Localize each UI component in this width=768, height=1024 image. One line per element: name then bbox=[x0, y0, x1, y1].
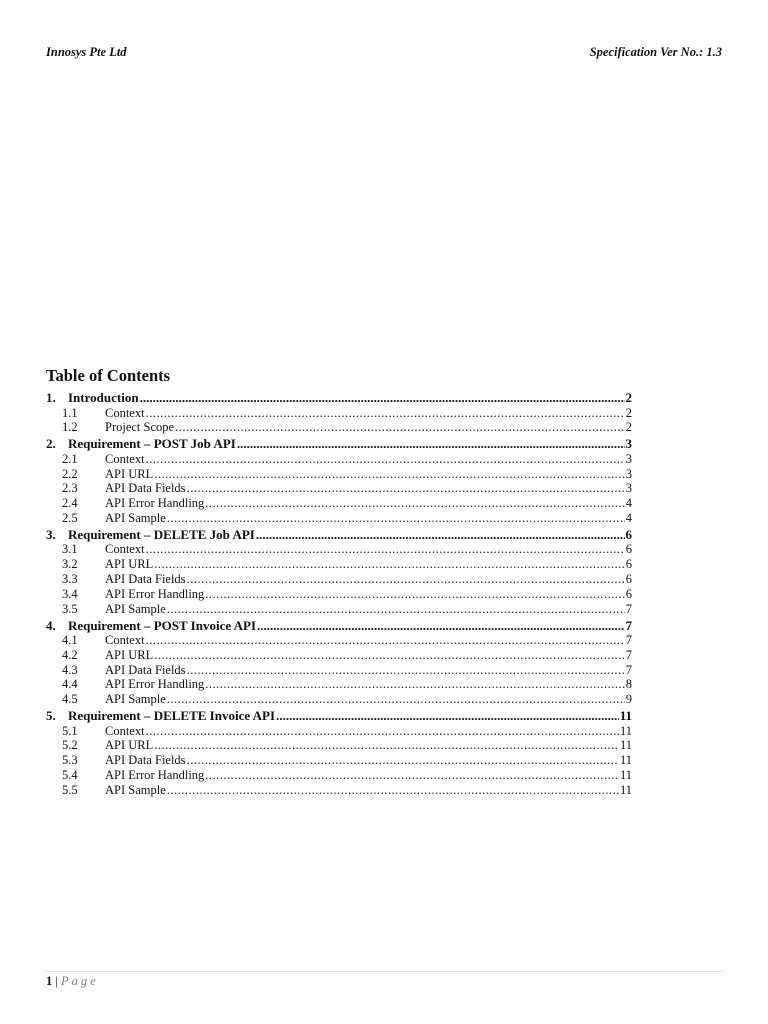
toc-entry-page: 2 bbox=[625, 420, 632, 435]
toc-entry-title: API Sample bbox=[105, 510, 166, 525]
toc-dot-leader bbox=[187, 663, 625, 678]
toc-dot-leader bbox=[187, 572, 625, 587]
toc-entry-number: 1.2 bbox=[62, 420, 78, 435]
toc-dot-leader bbox=[175, 420, 625, 435]
toc-entry-number: 3.3 bbox=[62, 571, 78, 586]
toc-subsection-row[interactable] bbox=[46, 602, 632, 617]
toc-entry-page: 7 bbox=[625, 632, 632, 647]
toc-entry-number: 2. bbox=[46, 436, 56, 452]
toc-entry-page: 6 bbox=[625, 542, 632, 557]
toc-entry-page: 7 bbox=[625, 601, 632, 616]
toc-entry-page: 4 bbox=[625, 496, 632, 511]
toc-subsection-row[interactable] bbox=[46, 753, 632, 768]
toc-subsection-row[interactable] bbox=[46, 572, 632, 587]
toc-subsection-row[interactable] bbox=[46, 481, 632, 496]
toc-dot-leader bbox=[205, 768, 619, 783]
toc-entry-title: Requirement – POST Job API bbox=[68, 436, 236, 452]
toc-entry-page: 6 bbox=[625, 527, 632, 543]
toc-entry-title: API URL bbox=[105, 557, 154, 572]
toc-entry-number: 2.3 bbox=[62, 481, 78, 496]
toc-entry-number: 3.5 bbox=[62, 601, 78, 616]
toc-dot-leader bbox=[276, 708, 619, 723]
toc-dot-leader bbox=[154, 648, 624, 663]
footer-page-word: Page bbox=[61, 974, 99, 988]
toc-subsection-row[interactable] bbox=[46, 511, 632, 526]
toc-dot-leader bbox=[187, 753, 619, 768]
toc-entry-number: 2.5 bbox=[62, 510, 78, 525]
toc-dot-leader bbox=[237, 436, 625, 451]
toc-dot-leader bbox=[205, 496, 624, 511]
table-of-contents bbox=[46, 389, 632, 798]
toc-entry-title: Context bbox=[105, 542, 145, 557]
toc-section-row[interactable] bbox=[46, 527, 632, 542]
toc-entry-page: 7 bbox=[625, 617, 632, 633]
toc-entry-page: 6 bbox=[625, 557, 632, 572]
toc-subsection-row[interactable] bbox=[46, 406, 632, 421]
toc-entry-title: Context bbox=[105, 451, 145, 466]
toc-entry-page: 9 bbox=[625, 692, 632, 707]
toc-entry-page: 3 bbox=[625, 436, 632, 452]
toc-section-row[interactable] bbox=[46, 390, 632, 405]
toc-entry-title: Context bbox=[105, 723, 145, 738]
toc-entry-page: 3 bbox=[625, 466, 632, 481]
toc-subsection-row[interactable] bbox=[46, 496, 632, 511]
toc-subsection-row[interactable] bbox=[46, 768, 632, 783]
toc-entry-title: Context bbox=[105, 632, 145, 647]
toc-subsection-row[interactable] bbox=[46, 587, 632, 602]
toc-entry-title: API Error Handling bbox=[105, 767, 205, 782]
toc-entry-title: Introduction bbox=[68, 390, 139, 406]
toc-entry-page: 4 bbox=[625, 510, 632, 525]
toc-section-row[interactable] bbox=[46, 708, 632, 723]
toc-entry-title: Project Scope bbox=[105, 420, 175, 435]
toc-entry-page: 11 bbox=[619, 708, 632, 724]
toc-entry-number: 5. bbox=[46, 708, 56, 724]
toc-subsection-row[interactable] bbox=[46, 677, 632, 692]
toc-dot-leader bbox=[205, 677, 624, 692]
toc-dot-leader bbox=[140, 390, 625, 405]
toc-entry-number: 3.1 bbox=[62, 542, 78, 557]
toc-subsection-row[interactable] bbox=[46, 467, 632, 482]
toc-entry-page: 11 bbox=[619, 753, 632, 768]
toc-entry-title: API Data Fields bbox=[105, 571, 186, 586]
toc-dot-leader bbox=[146, 724, 619, 739]
toc-entry-page: 11 bbox=[619, 782, 632, 797]
toc-entry-number: 1.1 bbox=[62, 405, 78, 420]
toc-entry-number: 4. bbox=[46, 617, 56, 633]
toc-entry-number: 3.2 bbox=[62, 557, 78, 572]
toc-entry-title: API Sample bbox=[105, 692, 166, 707]
toc-entry-number: 2.2 bbox=[62, 466, 78, 481]
toc-dot-leader bbox=[154, 467, 624, 482]
toc-entry-number: 4.1 bbox=[62, 632, 78, 647]
toc-entry-title: API URL bbox=[105, 738, 154, 753]
toc-dot-leader bbox=[146, 406, 625, 421]
toc-entry-number: 4.4 bbox=[62, 677, 78, 692]
toc-entry-number: 4.2 bbox=[62, 647, 78, 662]
toc-subsection-row[interactable] bbox=[46, 420, 632, 435]
toc-entry-page: 3 bbox=[625, 451, 632, 466]
toc-entry-number: 3. bbox=[46, 527, 56, 543]
toc-entry-title: API Data Fields bbox=[105, 481, 186, 496]
toc-dot-leader bbox=[154, 738, 619, 753]
toc-title: Table of Contents bbox=[46, 366, 171, 385]
toc-dot-leader bbox=[146, 542, 625, 557]
toc-dot-leader bbox=[146, 452, 625, 467]
toc-subsection-row[interactable] bbox=[46, 692, 632, 707]
toc-entry-title: API Error Handling bbox=[105, 496, 205, 511]
toc-dot-leader bbox=[167, 511, 625, 526]
toc-entry-number: 4.3 bbox=[62, 662, 78, 677]
toc-dot-leader bbox=[167, 692, 625, 707]
toc-entry-title: API Error Handling bbox=[105, 677, 205, 692]
toc-subsection-row[interactable] bbox=[46, 557, 632, 572]
toc-entry-page: 3 bbox=[625, 481, 632, 496]
toc-subsection-row[interactable] bbox=[46, 542, 632, 557]
toc-entry-number: 5.3 bbox=[62, 753, 78, 768]
toc-entry-title: Context bbox=[105, 405, 145, 420]
toc-entry-page: 11 bbox=[619, 738, 632, 753]
toc-dot-leader bbox=[205, 587, 624, 602]
toc-entry-page: 6 bbox=[625, 571, 632, 586]
toc-entry-title: API Data Fields bbox=[105, 753, 186, 768]
toc-entry-page: 11 bbox=[619, 767, 632, 782]
footer-separator: | bbox=[55, 974, 58, 988]
toc-entry-page: 7 bbox=[625, 662, 632, 677]
toc-entry-number: 5.2 bbox=[62, 738, 78, 753]
toc-subsection-row[interactable] bbox=[46, 452, 632, 467]
toc-entry-number: 5.4 bbox=[62, 767, 78, 782]
toc-entry-title: API URL bbox=[105, 647, 154, 662]
toc-dot-leader bbox=[167, 783, 619, 798]
toc-subsection-row[interactable] bbox=[46, 738, 632, 753]
toc-entry-title: Requirement – DELETE Job API bbox=[68, 527, 255, 543]
footer-divider bbox=[44, 971, 724, 972]
toc-entry-title: API Sample bbox=[105, 782, 166, 797]
toc-dot-leader bbox=[187, 481, 625, 496]
toc-entry-number: 3.4 bbox=[62, 586, 78, 601]
toc-subsection-row[interactable] bbox=[46, 648, 632, 663]
toc-entry-page: 6 bbox=[625, 586, 632, 601]
header-spec-version: Specification Ver No.: 1.3 bbox=[589, 45, 722, 59]
toc-section-row[interactable] bbox=[46, 618, 632, 633]
toc-subsection-row[interactable] bbox=[46, 633, 632, 648]
toc-entry-title: Requirement – DELETE Invoice API bbox=[68, 708, 276, 724]
toc-subsection-row[interactable] bbox=[46, 783, 632, 798]
toc-entry-title: API URL bbox=[105, 466, 154, 481]
toc-dot-leader bbox=[257, 618, 624, 633]
toc-section-row[interactable] bbox=[46, 436, 632, 451]
toc-subsection-row[interactable] bbox=[46, 724, 632, 739]
toc-dot-leader bbox=[146, 633, 625, 648]
toc-entry-number: 5.1 bbox=[62, 723, 78, 738]
toc-entry-number: 4.5 bbox=[62, 692, 78, 707]
toc-entry-title: API Sample bbox=[105, 601, 166, 616]
toc-entry-page: 7 bbox=[625, 647, 632, 662]
toc-dot-leader bbox=[167, 602, 625, 617]
toc-entry-page: 2 bbox=[625, 390, 632, 406]
toc-entry-title: API Error Handling bbox=[105, 586, 205, 601]
toc-entry-number: 2.1 bbox=[62, 451, 78, 466]
toc-entry-page: 11 bbox=[619, 723, 632, 738]
toc-entry-title: Requirement – POST Invoice API bbox=[68, 617, 257, 633]
toc-entry-page: 8 bbox=[625, 677, 632, 692]
toc-entry-number: 2.4 bbox=[62, 496, 78, 511]
toc-entry-title: API Data Fields bbox=[105, 662, 186, 677]
toc-entry-page: 2 bbox=[625, 405, 632, 420]
toc-entry-number: 5.5 bbox=[62, 782, 78, 797]
footer-page-number: 1 bbox=[46, 974, 53, 988]
toc-subsection-row[interactable] bbox=[46, 663, 632, 678]
toc-entry-number: 1. bbox=[46, 390, 56, 406]
toc-dot-leader bbox=[256, 527, 625, 542]
toc-dot-leader bbox=[154, 557, 624, 572]
header-company: Innosys Pte Ltd bbox=[46, 45, 127, 59]
footer bbox=[46, 974, 99, 989]
